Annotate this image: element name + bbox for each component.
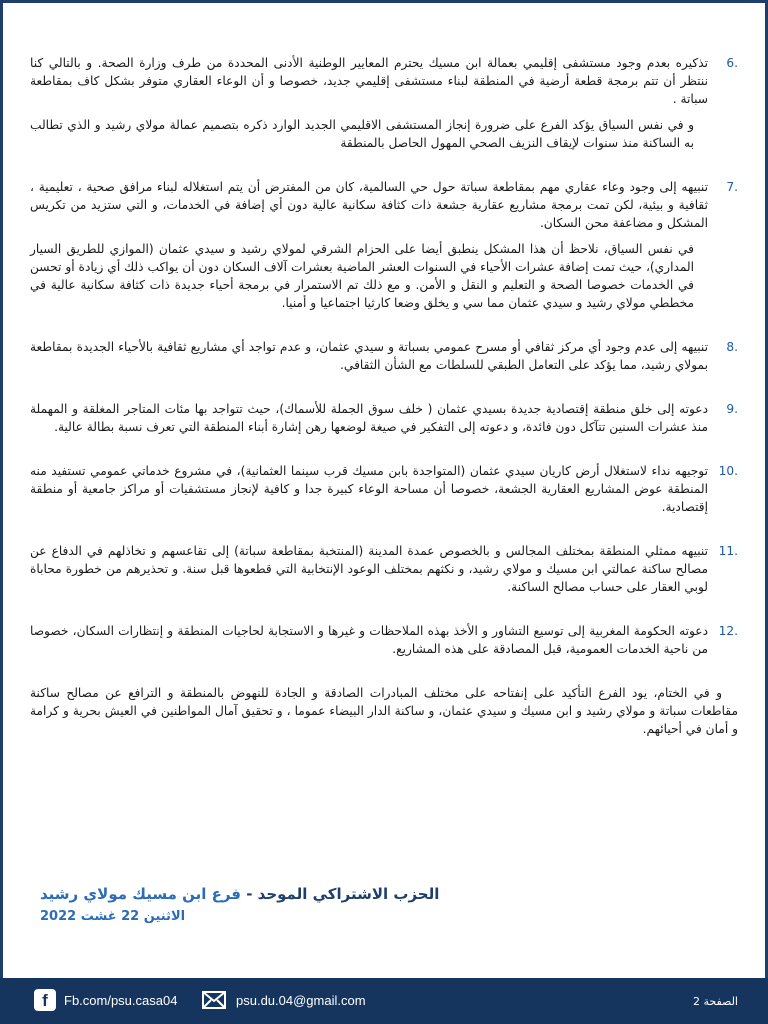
- item-paragraph: توجيهه نداء لاستغلال أرض كاريان سيدي عثمان (المتواجدة بابن مسيك قرب سينما العثمانية)، في مشروع خدماتي عمومي تستفيد منه المنطقة عوض المشاريع العقارية الجشعة، خصوصا أن مساحة الوعاء كبيرة جدا و كافية لإنجاز مستشفيات أو مراكز جامعية أو منطقة إقتصادية.: [30, 464, 708, 514]
- item-paragraph: تنبيهه إلى وجود وعاء عقاري مهم بمقاطعة سباتة حول حي السالمية، كان من المفترض أن يتم استغلاله لبناء مرافق صحية ، تعليمية ، ثقافية و بيئية، لكن تمت برمجة مشاريع عقارية جشعة ذات كثافة سكانية عالية دون أي إضافة في الخدمات، و التي ستزيد من تكريس المشكل و مضاعفة محن السكان.: [30, 180, 708, 230]
- item-paragraph: و في نفس السياق يؤكد الفرع على ضرورة إنجاز المستشفى الاقليمي الجديد الوارد ذكره بتصميم عمالة مولاي رشيد و الذي تطالب به الساكنة منذ سنوات لإيقاف النزيف الصحي المهول الحاصل بالمنطقة: [30, 118, 694, 150]
- page-number: الصفحة 2: [692, 995, 738, 1008]
- email-link[interactable]: psu.du.04@gmail.com: [236, 993, 366, 1008]
- list-item-12: [30, 622, 738, 658]
- list-item-8: [30, 338, 738, 374]
- signature-block: [40, 884, 540, 924]
- document-body: [30, 54, 738, 738]
- closing-paragraph: و في الختام، يود الفرع التأكيد على إنفتاحه على مختلف المبادرات الصادقة و الجادة للنهوض بالمنطقة و الترافع عن مصالح ساكنة مقاطعات سباتة و مولاي رشيد و ابن مسيك و سيدي عثمان، و ساكنة الدار البيضاء عموما ، و تحقيق آمال المواطنين في العيش بحرية و كرامة و أمان في أحيائهم.: [30, 686, 738, 736]
- list-item-11: [30, 542, 738, 596]
- item-number: 11.: [718, 544, 738, 558]
- list-item-9: [30, 400, 738, 436]
- item-paragraph: في نفس السياق، نلاحظ أن هذا المشكل ينطبق أيضا على الحزام الشرقي لمولاي رشيد و سيدي عثمان (الموازي للطريق السيار المداري)، حيث تمت إضافة عشرات الأحياء في السنوات العشر الماضية بعشرات آلاف السكان دون أن يواكب ذلك أي زيادة أو تحسن في الخدمات خصوصا الصحة و التعليم و النقل و الأمن. و مع ذلك تم الاستمرار في برمجة أحياء جديدة ذات كثافة سكانية عالية في مخططي مولاي رشيد و سيدي عثمان مما سي و يخلق وضعا كارثيا اجتماعيا و أمنيا.: [30, 242, 694, 310]
- item-number: 6.: [726, 56, 738, 70]
- facebook-icon[interactable]: f: [34, 989, 56, 1011]
- document-date: الاثنين 22 غشت 2022: [40, 909, 186, 924]
- item-number: 7.: [726, 180, 738, 194]
- footer-bar: [0, 978, 768, 1024]
- item-number: 10.: [718, 464, 738, 478]
- list-item-6: [30, 54, 738, 152]
- email-icon[interactable]: [202, 990, 226, 1010]
- branch-name: فرع ابن مسيك مولاي رشيد: [40, 885, 241, 903]
- closing-paragraph-block: [30, 684, 738, 738]
- item-number: 9.: [726, 402, 738, 416]
- party-name: الحزب الاشتراكي الموحد -: [240, 885, 440, 903]
- list-item-10: [30, 462, 738, 516]
- item-paragraph: تنبيهه إلى عدم وجود أي مركز ثقافي أو مسرح عمومي بسباتة و سيدي عثمان، و عدم تواجد أي مشاريع ثقافية بالأحياء الجديدة بمقاطعة بمولاي رشيد، مما يؤكد على التعامل الطبقي للسلطات مع الشأن الثقافي.: [30, 340, 708, 372]
- facebook-link[interactable]: Fb.com/psu.casa04: [64, 993, 178, 1008]
- item-number: 8.: [726, 340, 738, 354]
- item-paragraph: تذكيره بعدم وجود مستشفى إقليمي بعمالة ابن مسيك يحترم المعايير الوطنية الأدنى المحددة من طرف وزارة الصحة. و بالتالي كنا ننتظر أن تتم برمجة قطعة أرضية في المنطقة لبناء مستشفى إقليمي جديد، خصوصا و أن الوعاء العقاري متوفر بشكل كاف بمقاطعة سباتة .: [30, 56, 708, 106]
- item-paragraph: تنبيهه ممثلي المنطقة بمختلف المجالس و بالخصوص عمدة المدينة (المنتخبة بمقاطعة سباتة) إلى تقاعسهم و تخاذلهم في الدفاع عن مصالح ساكنة عمالتي ابن مسيك و مولاي رشيد، و نكثهم بمختلف الوعود الإنتخابية التي قطعوها قبل سنة. و تحذيرهم من خطورة محاباة لوبي العقار على حساب مصالح الساكنة.: [30, 544, 708, 594]
- item-paragraph: دعوته إلى خلق منطقة إقتصادية جديدة بسيدي عثمان ( خلف سوق الجملة للأسماك)، حيث تتواجد بها مئات المتاجر المغلقة و المهملة منذ عشرات السنين تتآكل دون فائدة، و دعوته إلى التفكير في صيغة لوضعها رهن إشارة أبناء المنطقة التي تعرف نسبة بطالة عالية.: [30, 402, 708, 434]
- item-paragraph: دعوته الحكومة المغربية إلى توسيع التشاور و الأخذ بهذه الملاحظات و غيرها و الاستجابة لحاجيات المنطقة و إنتظارات السكان، خصوصا من ناحية الخدمات العمومية، قبل المصادقة على هذه المشاريع.: [30, 624, 708, 656]
- item-number: 12.: [718, 624, 738, 638]
- list-item-7: [30, 178, 738, 312]
